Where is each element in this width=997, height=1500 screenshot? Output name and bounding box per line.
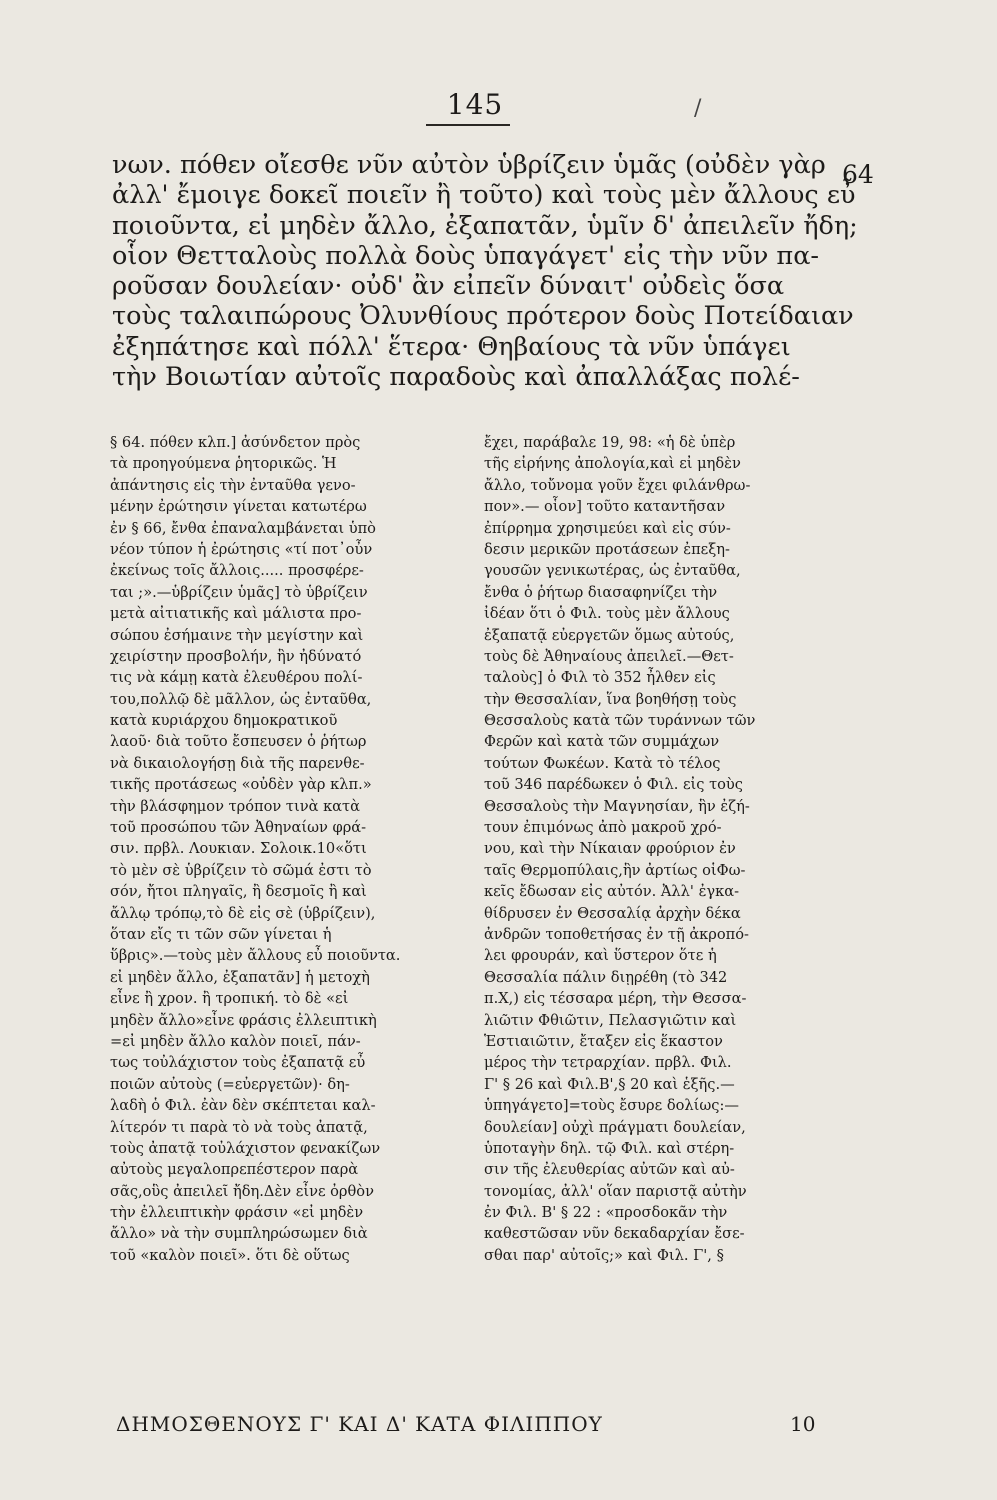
commentary-line: νου, καὶ τὴν Νίκαιαν φρούριον ἐν: [484, 840, 736, 858]
commentary-line: τονομίας, ἀλλ' οἵαν παριστᾷ αὐτὴν: [484, 1182, 747, 1200]
commentary-line: ὑπηγάγετο]=τοὺς ἔσυρε δολίως:—: [484, 1097, 739, 1115]
page-number-rule: [426, 124, 510, 126]
commentary-line: τουν ἐπιμόνως ἀπὸ μακροῦ χρό-: [484, 819, 722, 837]
commentary-line: δεσιν μερικῶν προτάσεων ἐπεξη-: [484, 540, 730, 558]
main-text-line: ἀλλ' ἔμοιγε δοκεῖ ποιεῖν ἢ τοῦτο) καὶ τοὺς μὲν ἄλλους εὖ: [112, 180, 856, 211]
main-text-line: οἷον Θετταλοὺς πολλὰ δοὺς ὑπαγάγετ' εἰς τὴν νῦν πα-: [112, 240, 820, 271]
commentary-line: σιν. πρβλ. Λουκιαν. Σολοικ.10«ὅτι: [110, 840, 367, 858]
commentary-line: πον».— οἷον] τοῦτο καταντῆσαν: [484, 498, 726, 516]
commentary-line: Φερῶν καὶ κατὰ τῶν συμμάχων: [484, 733, 720, 751]
main-text-line: ἐξηπάτησε καὶ πόλλ' ἕτερα· Θηβαίους τὰ νῦν ὑπάγει: [112, 331, 791, 362]
main-text-line: ποιοῦντα, εἰ μηδὲν ἄλλο, ἐξαπατᾶν, ὑμῖν δ' ἀπειλεῖν ἤδη;: [112, 210, 858, 241]
commentary-line: λιῶτιν Φθιῶτιν, Πελασγιῶτιν καὶ: [484, 1011, 737, 1029]
commentary-line: σόν, ἤτοι πληγαῖς, ἢ δεσμοῖς ἢ καὶ: [110, 883, 367, 901]
main-text-line: νων. πόθεν οἴεσθε νῦν αὐτὸν ὑβρίζειν ὑμᾶς (οὐδὲν γὰρ: [112, 150, 826, 180]
commentary-line: τικῆς προτάσεως «οὐδὲν γὰρ κλπ.»: [110, 776, 372, 794]
commentary-line: σᾶς,οὓς ἀπειλεῖ ἤδη.Δὲν εἶνε ὀρθὸν: [110, 1182, 374, 1200]
commentary-line: Θεσσαλία πάλιν διῃρέθη (τὸ 342: [484, 968, 728, 986]
commentary-line: τις νὰ κάμῃ κατὰ ἐλευθέρου πολί-: [110, 669, 363, 687]
commentary-line: μέρος τὴν τετραρχίαν. πρβλ. Φιλ.: [484, 1054, 732, 1072]
commentary-line: τως τοὐλάχιστον τοὺς ἐξαπατᾷ εὖ: [110, 1054, 366, 1072]
commentary-line: ται ;».—ὑβρίζειν ὑμᾶς] τὸ ὑβρίζειν: [110, 583, 368, 601]
commentary-line: τὸ μὲν σὲ ὑβρίζειν τὸ σῶμά ἐστι τὸ: [110, 861, 372, 879]
commentary-line: του,πολλῷ δὲ μᾶλλον, ὡς ἐνταῦθα,: [110, 690, 372, 708]
page-number: 145: [446, 88, 504, 121]
commentary-line: ἐκείνως τοῖς ἄλλοις..... προσφέρε-: [110, 562, 364, 580]
commentary-line: ταλοὺς] ὁ Φιλ τὸ 352 ἦλθεν εἰς: [484, 669, 716, 687]
commentary-line: τοῦ 346 παρέδωκεν ὁ Φιλ. εἰς τοὺς: [484, 776, 743, 794]
commentary-line: σώπου ἐσήμαινε τὴν μεγίστην καὶ: [110, 626, 364, 644]
commentary-line: τοῦ προσώπου τῶν Ἀθηναίων φρά-: [110, 819, 367, 837]
commentary-line: Θεσσαλοὺς κατὰ τῶν τυράννων τῶν: [484, 712, 756, 730]
commentary-line: αὐτοὺς μεγαλοπρεπέστερον παρὰ: [110, 1161, 359, 1179]
main-text-line: τὴν Βοιωτίαν αὐτοῖς παραδοὺς καὶ ἀπαλλάξας πολέ-: [112, 362, 800, 393]
commentary-line: ὅταν εἴς τι τῶν σῶν γίνεται ἡ: [110, 925, 332, 943]
commentary-line: Ἑστιαιῶτιν, ἔταξεν εἰς ἕκαστον: [484, 1032, 723, 1050]
commentary-line: ἄλλο» νὰ τὴν συμπληρώσωμεν διὰ: [110, 1225, 368, 1243]
commentary-line: καθεστῶσαν νῦν δεκαδαρχίαν ἔσε-: [484, 1225, 745, 1243]
margin-mark: /: [694, 96, 702, 121]
commentary-line: Γ' § 26 καὶ Φιλ.Β',§ 20 καὶ ἑξῆς.—: [484, 1075, 735, 1093]
commentary-line: σθαι παρ' αὐτοῖς;» καὶ Φιλ. Γ', §: [484, 1246, 724, 1264]
margin-section-number: 64: [842, 160, 874, 189]
commentary-line: μετὰ αἰτιατικῆς καὶ μάλιστα προ-: [110, 605, 362, 623]
commentary-line: ἀπάντησις εἰς τὴν ἐνταῦθα γενο-: [110, 476, 356, 494]
commentary-line: λαδὴ ὁ Φιλ. ἐὰν δὲν σκέπτεται καλ-: [110, 1097, 376, 1115]
commentary-line: π.Χ,) εἰς τέσσαρα μέρη, τὴν Θεσσα-: [484, 990, 747, 1008]
commentary-line: θίδρυσεν ἐν Θεσσαλίᾳ ἀρχὴν δέκα: [484, 904, 741, 922]
main-text-line: ροῦσαν δουλείαν· οὐδ' ἂν εἰπεῖν δύναιτ' οὐδεὶς ὅσα: [112, 271, 785, 302]
commentary-line: § 64. πόθεν κλπ.] ἀσύνδετον πρὸς: [110, 434, 361, 451]
commentary-line: νὰ δικαιολογήσῃ διὰ τῆς παρενθε-: [110, 754, 365, 772]
commentary-left-column: [110, 432, 466, 1266]
commentary-line: ἐπίρρημα χρησιμεύει καὶ εἰς σύν-: [484, 519, 731, 537]
commentary-line: γουσῶν γενικωτέρας, ὡς ἐνταῦθα,: [484, 562, 741, 580]
main-text-line: τοὺς ταλαιπώρους Ὀλυνθίους πρότερον δοὺς Ποτείδαιαν: [112, 301, 854, 332]
commentary-line: ἀνδρῶν τοποθετήσας ἐν τῇ ἀκροπό-: [484, 925, 749, 943]
commentary-line: τούτων Φωκέων. Κατὰ τὸ τέλος: [484, 754, 721, 772]
commentary-line: ἄλλῳ τρόπῳ,τὸ δὲ εἰς σὲ (ὑβρίζειν),: [110, 904, 376, 922]
commentary-line: τὴν ἐλλειπτικὴν φράσιν «εἰ μηδὲν: [110, 1204, 364, 1222]
sheet-number: 10: [790, 1412, 816, 1436]
commentary-line: τὴν βλάσφημον τρόπον τινὰ κατὰ: [110, 797, 360, 815]
commentary-line: χειρίστην προσβολήν, ἣν ἠδύνατό: [110, 647, 362, 665]
commentary-line: ἐξαπατᾷ εὐεργετῶν ὅμως αὐτούς,: [484, 626, 735, 644]
commentary-line: κεῖς ἔδωσαν εἰς αὐτόν. Ἀλλ' ἐγκα-: [484, 883, 740, 901]
commentary-line: ἐν § 66, ἔνθα ἐπαναλαμβάνεται ὑπὸ: [110, 519, 376, 537]
commentary-line: ὑποταγὴν δηλ. τῷ Φιλ. καὶ στέρη-: [484, 1139, 735, 1157]
commentary-line: τοὺς δὲ Ἀθηναίους ἀπειλεῖ.—Θετ-: [484, 647, 734, 665]
footer-title: ΔΗΜΟΣΘΕΝΟΥΣ Γ' ΚΑΙ Δ' ΚΑΤΑ ΦΙΛΙΠΠΟΥ: [116, 1412, 603, 1436]
commentary-line: ἔχει, παράβαλε 19, 98: «ἡ δὲ ὑπὲρ: [484, 434, 736, 451]
commentary-line: εἰ μηδὲν ἄλλο, ἐξαπατᾶν] ἡ μετοχὴ: [110, 968, 370, 986]
commentary-line: λαοῦ· διὰ τοῦτο ἔσπευσεν ὁ ῥήτωρ: [110, 733, 367, 751]
commentary-right-column: [484, 432, 840, 1266]
commentary-line: ὕβρις».—τοὺς μὲν ἄλλους εὖ ποιοῦντα.: [110, 947, 401, 965]
commentary-line: =εἰ μηδὲν ἄλλο καλὸν ποιεῖ, πάν-: [110, 1032, 361, 1050]
commentary-line: ἄλλο, τοὔνομα γοῦν ἔχει φιλάνθρω-: [484, 476, 751, 494]
commentary-line: ποιῶν αὐτοὺς (=εὐεργετῶν)· δη-: [110, 1075, 350, 1093]
commentary-line: δουλείαν] οὐχὶ πράγματι δουλείαν,: [484, 1118, 746, 1136]
commentary-line: τοῦ «καλὸν ποιεῖ». ὅτι δὲ οὕτως: [110, 1246, 350, 1264]
commentary-line: μηδὲν ἄλλο»εἶνε φράσις ἐλλειπτικὴ: [110, 1011, 377, 1029]
commentary-line: τὰ προηγούμενα ῥητορικῶς. Ἡ: [110, 455, 337, 473]
commentary-line: εἶνε ἢ χρον. ἢ τροπική. τὸ δὲ «εἰ: [110, 990, 349, 1008]
commentary-line: ἔνθα ὁ ῥήτωρ διασαφηνίζει τὴν: [484, 583, 718, 601]
commentary-line: Θεσσαλοὺς τὴν Μαγνησίαν, ἣν ἐζή-: [484, 797, 750, 815]
commentary-line: κατὰ κυριάρχου δημοκρατικοῦ: [110, 712, 338, 730]
commentary-line: λίτερόν τι παρὰ τὸ νὰ τοὺς ἀπατᾷ,: [110, 1118, 368, 1136]
commentary-line: τῆς εἰρήνης ἀπολογία,καὶ εἰ μηδὲν: [484, 455, 741, 473]
commentary-line: λει φρουράν, καὶ ὕστερον ὅτε ἡ: [484, 947, 717, 965]
commentary-line: μένην ἐρώτησιν γίνεται κατωτέρω: [110, 498, 367, 516]
commentary-line: σιν τῆς ἐλευθερίας αὐτῶν καὶ αὐ-: [484, 1161, 735, 1179]
commentary-line: νέον τύπον ἡ ἐρώτησις «τί ποτ᾽οὖν: [110, 540, 373, 558]
commentary-line: τοὺς ἀπατᾷ τοὐλάχιστον φενακίζων: [110, 1139, 381, 1157]
commentary-line: ἰδέαν ὅτι ὁ Φιλ. τοὺς μὲν ἄλλους: [484, 605, 730, 623]
commentary-line: ταῖς Θερμοπύλαις,ἣν ἀρτίως οἱΦω-: [484, 861, 746, 879]
commentary-line: ἐν Φιλ. Β' § 22 : «προσδοκᾶν τὴν: [484, 1204, 728, 1222]
commentary-line: τὴν Θεσσαλίαν, ἵνα βοηθήσῃ τοὺς: [484, 690, 737, 708]
